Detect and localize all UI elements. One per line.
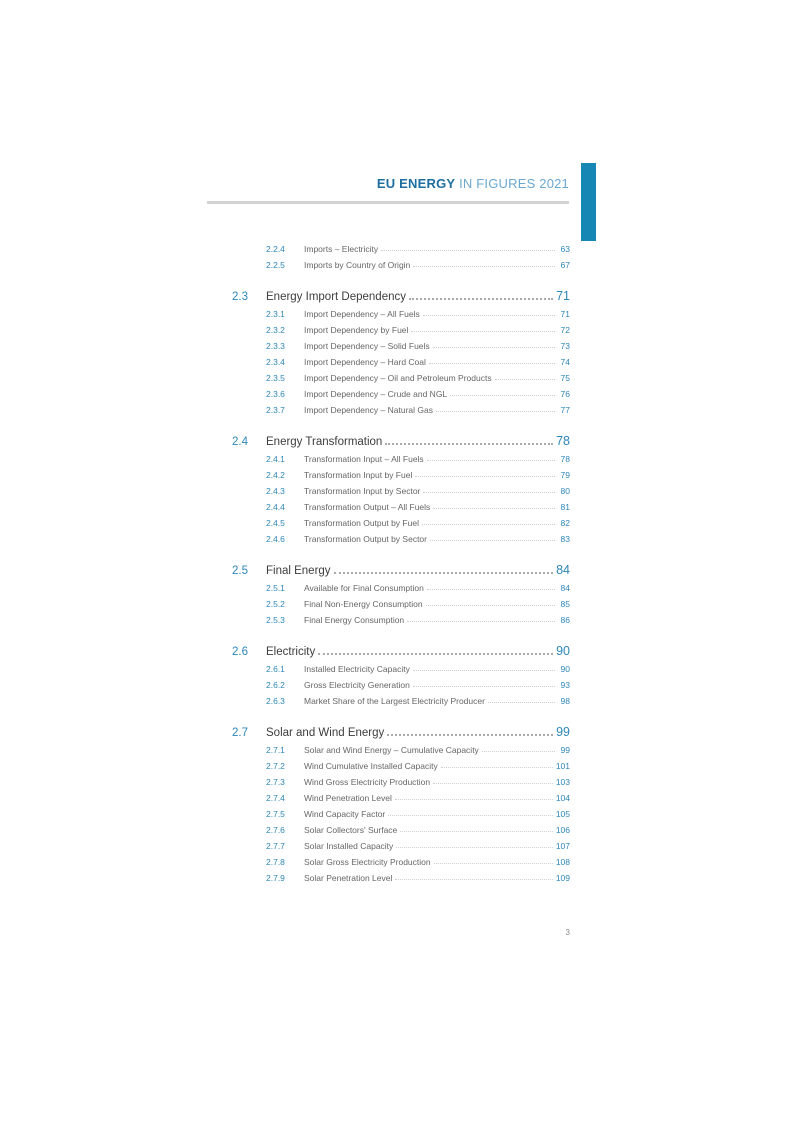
toc-entry-number: 2.7.5 <box>266 809 285 819</box>
toc-entry-number: 2.7.6 <box>266 825 285 835</box>
toc-entry-title: Final Non-Energy Consumption <box>304 599 423 609</box>
toc-entry-title: Import Dependency – Solid Fuels <box>304 341 430 351</box>
toc-dot-leader <box>436 411 555 412</box>
toc-entry[interactable] <box>232 690 570 706</box>
toc-entry-page: 67 <box>560 260 570 270</box>
toc-dot-leader <box>422 524 555 525</box>
toc-entry-page: 86 <box>560 615 570 625</box>
toc-entry[interactable] <box>232 867 570 883</box>
toc-entry-number: 2.5.1 <box>266 583 285 593</box>
toc-entry-page: 103 <box>555 777 570 787</box>
toc-section-entry[interactable] <box>232 427 570 448</box>
toc-entry-page: 93 <box>560 680 570 690</box>
header-rule <box>207 201 569 204</box>
toc-entry[interactable] <box>232 528 570 544</box>
toc-entry[interactable] <box>232 319 570 335</box>
toc-section-entry[interactable] <box>232 282 570 303</box>
toc-entry-page: 74 <box>560 357 570 367</box>
toc-entry[interactable] <box>232 851 570 867</box>
toc-entry-number: 2.3.4 <box>266 357 285 367</box>
toc-entry-number: 2.7.8 <box>266 857 285 867</box>
toc-section-page: 90 <box>556 644 570 658</box>
toc-entry-title: Transformation Input – All Fuels <box>304 454 424 464</box>
toc-entry-title: Wind Capacity Factor <box>304 809 386 819</box>
toc-section-title: Energy Transformation <box>266 436 383 448</box>
toc-entry-page: 72 <box>560 325 570 335</box>
toc-entry-page: 83 <box>560 534 570 544</box>
toc-section-title: Energy Import Dependency <box>266 291 406 303</box>
toc-entry-page: 109 <box>555 873 570 883</box>
toc-entry-page: 90 <box>560 664 570 674</box>
toc-dot-leader <box>423 492 555 493</box>
section-gap <box>232 270 570 282</box>
toc-entry-title: Transformation Output – All Fuels <box>304 502 431 512</box>
toc-section-page: 84 <box>556 563 570 577</box>
toc-section-title: Electricity <box>266 646 316 658</box>
toc-entry[interactable] <box>232 674 570 690</box>
toc-dot-leader <box>318 653 553 655</box>
header-title-rest: IN FIGURES 2021 <box>459 176 569 191</box>
toc-entry-title: Transformation Input by Sector <box>304 486 421 496</box>
toc-dot-leader <box>488 702 555 703</box>
toc-entry-number: 2.4.3 <box>266 486 285 496</box>
toc-dot-leader <box>427 460 555 461</box>
toc-section-page: 78 <box>556 434 570 448</box>
toc-entry-page: 107 <box>555 841 570 851</box>
page-number: 3 <box>565 928 570 937</box>
toc-dot-leader <box>433 347 555 348</box>
section-gap <box>232 625 570 637</box>
toc-dot-leader <box>385 443 553 445</box>
toc-entry-number: 2.4.2 <box>266 470 285 480</box>
toc-entry-title: Solar Collectors' Surface <box>304 825 398 835</box>
toc-entry-page: 79 <box>560 470 570 480</box>
toc-entry-number: 2.7.7 <box>266 841 285 851</box>
toc-entry-number: 2.5.2 <box>266 599 285 609</box>
toc-entry-number: 2.6.1 <box>266 664 285 674</box>
toc-dot-leader <box>430 540 555 541</box>
toc-section-number: 2.6 <box>232 646 248 658</box>
toc-dot-leader <box>482 751 555 752</box>
toc-entry-number: 2.7.9 <box>266 873 285 883</box>
toc-entry-title: Import Dependency – Crude and NGL <box>304 389 448 399</box>
toc-section-page: 99 <box>556 725 570 739</box>
toc-entry[interactable] <box>232 658 570 674</box>
toc-section-number: 2.3 <box>232 291 248 303</box>
toc-entry-number: 2.4.1 <box>266 454 285 464</box>
toc-entry-number: 2.4.5 <box>266 518 285 528</box>
toc-entry-page: 63 <box>560 244 570 254</box>
toc-entry[interactable] <box>232 803 570 819</box>
toc-entry-title: Market Share of the Largest Electricity Producer <box>304 696 485 706</box>
toc-dot-leader <box>396 847 553 848</box>
toc-entry-title: Transformation Output by Fuel <box>304 518 419 528</box>
toc-entry-number: 2.5.3 <box>266 615 285 625</box>
toc-dot-leader <box>433 508 555 509</box>
toc-entry-page: 75 <box>560 373 570 383</box>
toc-entry[interactable] <box>232 739 570 755</box>
toc-entry[interactable] <box>232 819 570 835</box>
toc-dot-leader <box>429 363 555 364</box>
toc-entry-title: Solar Penetration Level <box>304 873 393 883</box>
toc-entry-number: 2.7.3 <box>266 777 285 787</box>
toc-dot-leader <box>381 250 555 251</box>
toc-dot-leader <box>450 395 555 396</box>
toc-entry-page: 81 <box>560 502 570 512</box>
toc-entry-title: Final Energy Consumption <box>304 615 405 625</box>
toc-entry-title: Installed Electricity Capacity <box>304 664 410 674</box>
toc-entry-number: 2.2.4 <box>266 244 285 254</box>
chapter-side-tab <box>581 163 596 241</box>
toc-dot-leader <box>423 315 555 316</box>
toc-entry-title: Import Dependency by Fuel <box>304 325 409 335</box>
toc-entry-title: Import Dependency – Hard Coal <box>304 357 426 367</box>
toc-entry-number: 2.7.1 <box>266 745 285 755</box>
toc-entry[interactable] <box>232 593 570 609</box>
toc-entry-number: 2.3.5 <box>266 373 285 383</box>
toc-dot-leader <box>415 476 555 477</box>
page-header <box>207 176 569 191</box>
toc-entry[interactable] <box>232 351 570 367</box>
toc-entry[interactable] <box>232 399 570 415</box>
toc-entry[interactable] <box>232 835 570 851</box>
toc-dot-leader <box>495 379 555 380</box>
toc-section-number: 2.4 <box>232 436 248 448</box>
toc-entry-number: 2.4.4 <box>266 502 285 512</box>
toc-entry-title: Transformation Input by Fuel <box>304 470 413 480</box>
toc-dot-leader <box>413 686 555 687</box>
toc-entry-page: 104 <box>555 793 570 803</box>
toc-entry[interactable] <box>232 577 570 593</box>
toc-entry-number: 2.7.2 <box>266 761 285 771</box>
toc-entry-page: 76 <box>560 389 570 399</box>
toc-dot-leader <box>411 331 555 332</box>
toc-entry-title: Solar Installed Capacity <box>304 841 394 851</box>
toc-entry-title: Gross Electricity Generation <box>304 680 410 690</box>
toc-entry-title: Import Dependency – All Fuels <box>304 309 420 319</box>
toc-dot-leader <box>409 298 553 300</box>
toc-entry-number: 2.3.6 <box>266 389 285 399</box>
toc-entry-title: Wind Cumulative Installed Capacity <box>304 761 438 771</box>
toc-entry[interactable] <box>232 383 570 399</box>
toc-entry[interactable] <box>232 238 570 254</box>
toc-dot-leader <box>427 589 555 590</box>
toc-dot-leader <box>413 266 555 267</box>
toc-entry-title: Wind Gross Electricity Production <box>304 777 431 787</box>
toc-entry-number: 2.3.2 <box>266 325 285 335</box>
toc-dot-leader <box>433 783 553 784</box>
toc-section-entry[interactable] <box>232 718 570 739</box>
toc-section-page: 71 <box>556 289 570 303</box>
toc-section-number: 2.5 <box>232 565 248 577</box>
toc-section-entry[interactable] <box>232 637 570 658</box>
toc-dot-leader <box>334 572 554 574</box>
toc-entry-title: Imports by Country of Origin <box>304 260 411 270</box>
toc-entry[interactable] <box>232 755 570 771</box>
toc-entry[interactable] <box>232 448 570 464</box>
toc-dot-leader <box>441 767 553 768</box>
toc-section-entry[interactable] <box>232 556 570 577</box>
toc-entry-page: 82 <box>560 518 570 528</box>
toc-dot-leader <box>400 831 553 832</box>
toc-entry-number: 2.7.4 <box>266 793 285 803</box>
toc-dot-leader <box>387 734 553 736</box>
toc-entry[interactable] <box>232 787 570 803</box>
toc-entry[interactable] <box>232 367 570 383</box>
toc-entry[interactable] <box>232 496 570 512</box>
toc-entry-number: 2.6.3 <box>266 696 285 706</box>
toc-dot-leader <box>434 863 553 864</box>
toc-entry[interactable] <box>232 254 570 270</box>
toc-entry-page: 105 <box>555 809 570 819</box>
header-title-bold: EU ENERGY <box>376 176 456 191</box>
toc-entry-page: 106 <box>555 825 570 835</box>
toc-entry-page: 73 <box>560 341 570 351</box>
toc-entry-page: 99 <box>560 745 570 755</box>
toc-entry[interactable] <box>232 609 570 625</box>
toc-entry[interactable] <box>232 480 570 496</box>
toc-entry-page: 108 <box>555 857 570 867</box>
toc-entry[interactable] <box>232 464 570 480</box>
toc-entry-number: 2.3.1 <box>266 309 285 319</box>
toc-entry-title: Import Dependency – Oil and Petroleum Products <box>304 373 492 383</box>
toc-dot-leader <box>426 605 555 606</box>
toc-entry-page: 98 <box>560 696 570 706</box>
toc-entry-title: Import Dependency – Natural Gas <box>304 405 433 415</box>
section-gap <box>232 706 570 718</box>
toc-entry-page: 77 <box>560 405 570 415</box>
toc-entry[interactable] <box>232 771 570 787</box>
toc-entry[interactable] <box>232 303 570 319</box>
section-gap <box>232 544 570 556</box>
toc-entry-title: Available for Final Consumption <box>304 583 424 593</box>
toc-entry-title: Solar Gross Electricity Production <box>304 857 431 867</box>
toc-section-title: Solar and Wind Energy <box>266 727 385 739</box>
toc-entry-page: 84 <box>560 583 570 593</box>
toc-entry-number: 2.6.2 <box>266 680 285 690</box>
toc-entry[interactable] <box>232 512 570 528</box>
toc-entry-title: Wind Penetration Level <box>304 793 392 803</box>
toc-dot-leader <box>395 879 552 880</box>
toc-entry-number: 2.3.7 <box>266 405 285 415</box>
toc-entry-title: Solar and Wind Energy – Cumulative Capacity <box>304 745 479 755</box>
toc-entry-number: 2.2.5 <box>266 260 285 270</box>
toc-section-title: Final Energy <box>266 565 331 577</box>
toc-entry-title: Imports – Electricity <box>304 244 379 254</box>
toc-entry-page: 85 <box>560 599 570 609</box>
toc-entry-number: 2.3.3 <box>266 341 285 351</box>
toc-entry-page: 80 <box>560 486 570 496</box>
toc-entry-number: 2.4.6 <box>266 534 285 544</box>
toc-entry[interactable] <box>232 335 570 351</box>
table-of-contents <box>232 238 570 883</box>
toc-dot-leader <box>388 815 553 816</box>
toc-section-number: 2.7 <box>232 727 248 739</box>
toc-dot-leader <box>407 621 555 622</box>
toc-dot-leader <box>413 670 555 671</box>
toc-entry-page: 101 <box>555 761 570 771</box>
toc-dot-leader <box>395 799 553 800</box>
toc-entry-page: 78 <box>560 454 570 464</box>
section-gap <box>232 415 570 427</box>
toc-entry-page: 71 <box>560 309 570 319</box>
toc-entry-title: Transformation Output by Sector <box>304 534 427 544</box>
